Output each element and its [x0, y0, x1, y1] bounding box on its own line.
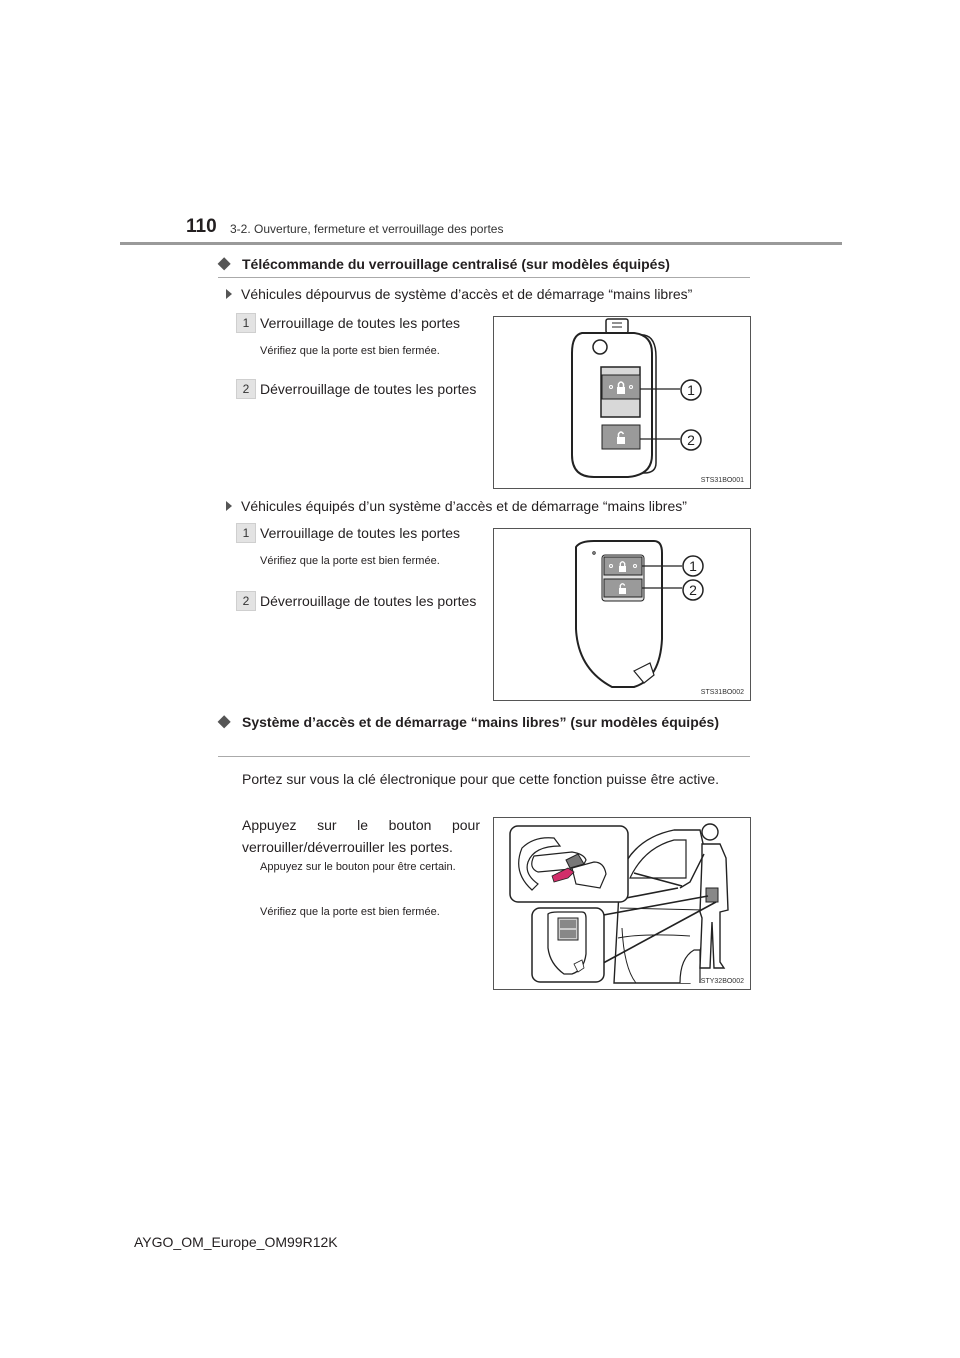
heading-remote-text: Télécommande du verrouillage centralisé (sur modèles équipés)	[242, 256, 670, 272]
header-divider	[120, 242, 842, 245]
smart-entry-illustration	[494, 818, 750, 989]
callout-label: 2	[689, 582, 697, 598]
diamond-icon: ◆	[218, 713, 231, 730]
figure-key-fob-1	[493, 316, 751, 489]
heading-divider	[218, 277, 750, 278]
list-item	[236, 379, 480, 400]
step-number-badge: 2	[236, 591, 256, 611]
triangle-right-icon	[226, 501, 232, 511]
item-title: Déverrouillage de toutes les portes	[260, 381, 477, 397]
intro-paragraph: Portez sur vous la clé électronique pour que cette fonction puisse être active.	[242, 771, 720, 787]
footer-document-code: AYGO_OM_Europe_OM99R12K	[134, 1234, 338, 1250]
subheading-with-smart	[226, 498, 687, 514]
list-item	[236, 523, 480, 571]
smart-key-illustration	[494, 529, 750, 700]
figure-code: STS31BO002	[700, 689, 744, 696]
key-fob-illustration	[494, 317, 750, 488]
note-item: Appuyez sur le bouton pour être certain.	[260, 861, 456, 873]
heading-remote	[218, 253, 750, 275]
section-title: 3-2. Ouverture, fermeture et verrouillage des portes	[230, 222, 504, 236]
list-item	[236, 313, 480, 361]
callout-label: 1	[689, 558, 697, 574]
heading-smart-text: Système d’accès et de démarrage “mains libres” (sur modèles équipés)	[242, 714, 719, 730]
item-title: Déverrouillage de toutes les portes	[260, 593, 477, 609]
step-number-badge: 2	[236, 379, 256, 399]
subheading-text: Véhicules dépourvus de système d’accès et de démarrage “mains libres”	[241, 286, 693, 302]
step-number-badge: 1	[236, 313, 256, 333]
callout-label: 2	[687, 432, 695, 448]
callout-label: 1	[687, 382, 695, 398]
figure-smart-entry	[493, 817, 751, 990]
figure-key-fob-2	[493, 528, 751, 701]
triangle-right-icon	[226, 289, 232, 299]
list-item	[236, 591, 480, 612]
diamond-icon: ◆	[218, 255, 231, 272]
step-number-badge: 1	[236, 523, 256, 543]
figure-code: STY32BO002	[700, 978, 744, 985]
heading-divider	[218, 756, 750, 757]
subheading-without-smart	[226, 286, 692, 302]
item-note: Vérifiez que la porte est bien fermée.	[260, 345, 440, 357]
instruction-paragraph: Appuyez sur le bouton pour verrouiller/déverrouiller les portes.	[242, 817, 480, 855]
figure-code: STS31BO001	[700, 477, 744, 484]
heading-smart	[218, 711, 750, 733]
item-title: Verrouillage de toutes les portes	[260, 525, 461, 541]
subheading-text: Véhicules équipés d’un système d’accès et de démarrage “mains libres”	[241, 498, 687, 514]
item-note: Vérifiez que la porte est bien fermée.	[260, 555, 440, 567]
item-title: Verrouillage de toutes les portes	[260, 315, 461, 331]
page-number: 110	[186, 216, 217, 237]
note-item: Vérifiez que la porte est bien fermée.	[260, 906, 440, 918]
